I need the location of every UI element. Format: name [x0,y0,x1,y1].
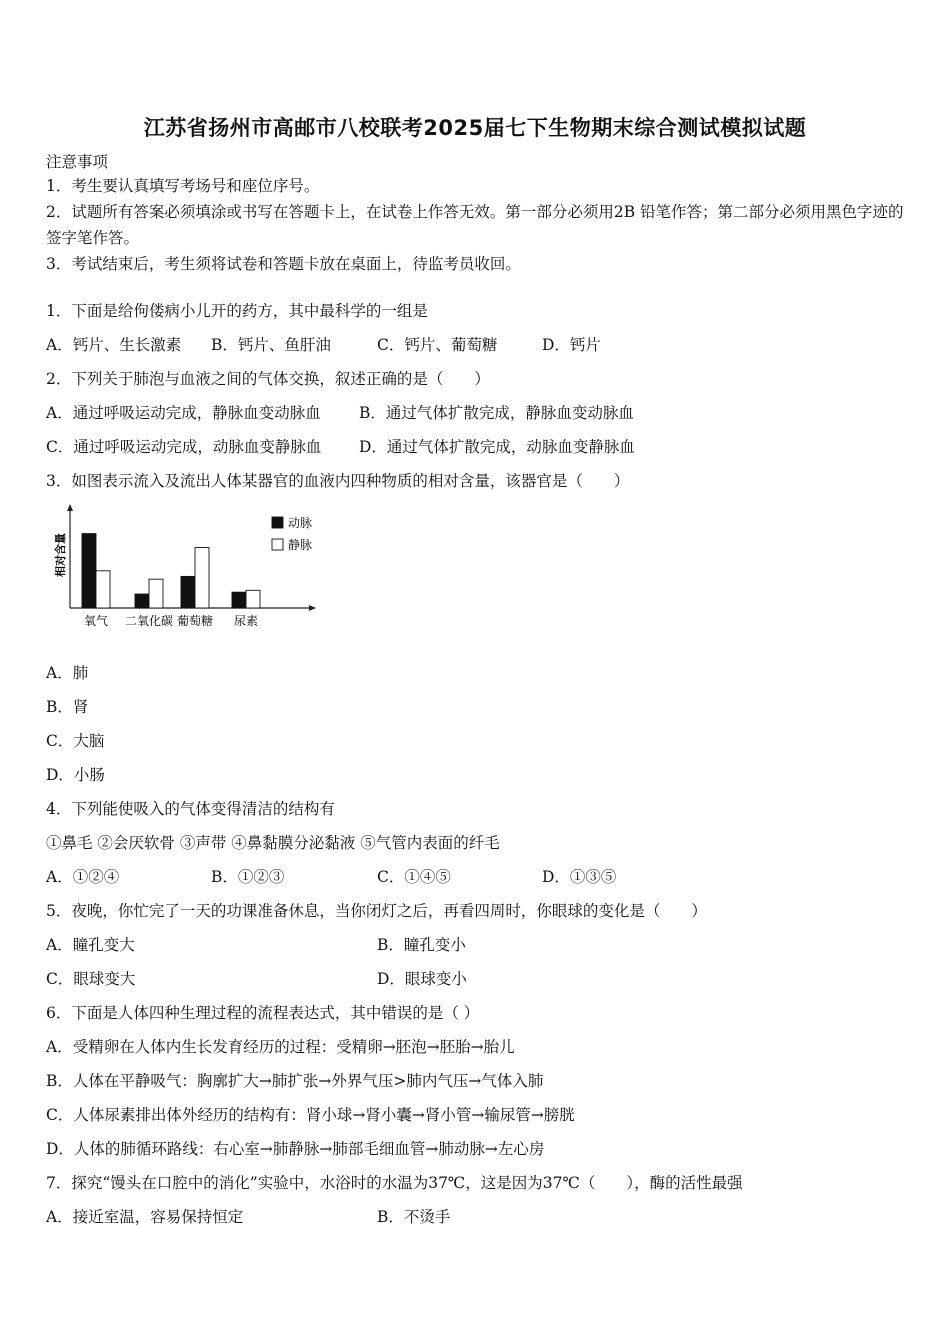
q4-option-a[interactable]: A．①②④ [46,868,120,886]
notice-item: 3．考试结束后，考生须将试卷和答题卡放在桌面上，待监考员收回。 [46,255,521,273]
substance-bar-chart [46,503,336,635]
q6-option-c[interactable]: C．人体尿素排出体外经历的结构有：肾小球→肾小囊→肾小管→输尿管→膀胱 [46,1106,575,1124]
q5-option-b[interactable]: B．瞳孔变小 [377,936,466,954]
y-axis-arrow [67,504,73,511]
x-tick-label: 二氧化碳 [124,614,174,628]
bar-动脉-尿素 [232,592,246,608]
q7-option-b[interactable]: B．不烫手 [377,1208,451,1226]
q2-option-a[interactable]: A．通过呼吸运动完成，静脉血变动脉血 [46,404,321,422]
x-axis-arrow [309,605,316,611]
q1-option-c[interactable]: C．钙片、葡萄糖 [377,336,498,354]
question-7-stem: 7．探究“馒头在口腔中的消化”实验中，水浴时的水温为37℃，这是因为37℃（ ），酶的活性最强 [46,1174,743,1192]
q5-option-c[interactable]: C．眼球变大 [46,970,136,988]
question-4-items: ①鼻毛 ②会厌软骨 ③声带 ④鼻黏膜分泌黏液 ⑤气管内表面的纤毛 [46,834,500,852]
bar-静脉-二氧化碳 [149,579,163,608]
q7-option-a[interactable]: A．接近室温，容易保持恒定 [46,1208,244,1226]
bar-静脉-氧气 [96,571,110,608]
q1-option-d[interactable]: D．钙片 [542,336,601,354]
x-tick-label: 葡萄糖 [176,614,214,628]
question-3-stem: 3．如图表示流入及流出人体某器官的血液内四种物质的相对含量，该器官是（ ） [46,472,630,490]
q1-option-b[interactable]: B．钙片、鱼肝油 [211,336,331,354]
question-1-stem: 1．下面是给佝偻病小儿开的药方，其中最科学的一组是 [46,302,428,320]
q2-option-b[interactable]: B．通过气体扩散完成，静脉血变动脉血 [359,404,634,422]
q5-option-d[interactable]: D．眼球变小 [377,970,467,988]
q6-option-d[interactable]: D．人体的肺循环路线：右心室→肺静脉→肺部毛细血管→肺动脉→左心房 [46,1140,545,1158]
q6-option-a[interactable]: A．受精卵在人体内生长发育经历的过程：受精卵→胚泡→胚胎→胎儿 [46,1038,515,1056]
q4-option-c[interactable]: C．①④⑤ [377,868,451,886]
question-4-stem: 4．下列能使吸入的气体变得清洁的结构有 [46,800,335,818]
chart-ylabel: 相对含量 [54,533,67,577]
bar-动脉-葡萄糖 [181,576,195,608]
q3-option-c[interactable]: C．大脑 [46,732,105,750]
q4-option-b[interactable]: B．①②③ [211,868,285,886]
q2-option-c[interactable]: C．通过呼吸运动完成，动脉血变静脉血 [46,438,322,456]
question-2-stem: 2．下列关于肺泡与血液之间的气体交换，叙述正确的是（ ） [46,370,490,388]
bar-静脉-尿素 [246,590,260,608]
notice-item: 1．考生要认真填写考场号和座位序号。 [46,177,320,195]
bar-静脉-葡萄糖 [195,548,209,608]
x-tick-label: 氧气 [83,614,109,628]
q4-option-d[interactable]: D．①③⑤ [542,868,617,886]
legend-swatch [272,517,283,528]
x-tick-label: 尿素 [233,614,259,628]
q2-option-d[interactable]: D．通过气体扩散完成，动脉血变静脉血 [359,438,635,456]
legend-swatch [272,539,283,550]
q5-option-a[interactable]: A．瞳孔变大 [46,936,135,954]
q3-option-d[interactable]: D．小肠 [46,766,105,784]
question-5-stem: 5．夜晚，你忙完了一天的功课准备休息，当你闭灯之后，再看四周时，你眼球的变化是（ ） [46,902,707,920]
legend-label: 动脉 [288,516,313,530]
q6-option-b[interactable]: B．人体在平静吸气：胸廓扩大→肺扩张→外界气压>肺内气压→气体入肺 [46,1072,544,1090]
q3-option-b[interactable]: B．肾 [46,698,89,716]
notice-heading: 注意事项 [46,153,109,171]
page-title: 江苏省扬州市高邮市八校联考2025届七下生物期末综合测试模拟试题 [143,116,807,140]
bar-动脉-氧气 [82,534,96,608]
q1-option-a[interactable]: A．钙片、生长激素 [46,336,182,354]
notice-list [46,173,908,277]
q3-option-a[interactable]: A．肺 [46,664,89,682]
notice-item: 2．试题所有答案必须填涂或书写在答题卡上，在试卷上作答无效。第一部分必须用2B 铅笔作答；第二部分必须用黑色字迹的签字笔作答。 [46,203,904,247]
question-6-stem: 6．下面是人体四种生理过程的流程表达式，其中错误的是（ ） [46,1004,480,1022]
legend-label: 静脉 [288,538,313,552]
bar-动脉-二氧化碳 [135,594,149,608]
